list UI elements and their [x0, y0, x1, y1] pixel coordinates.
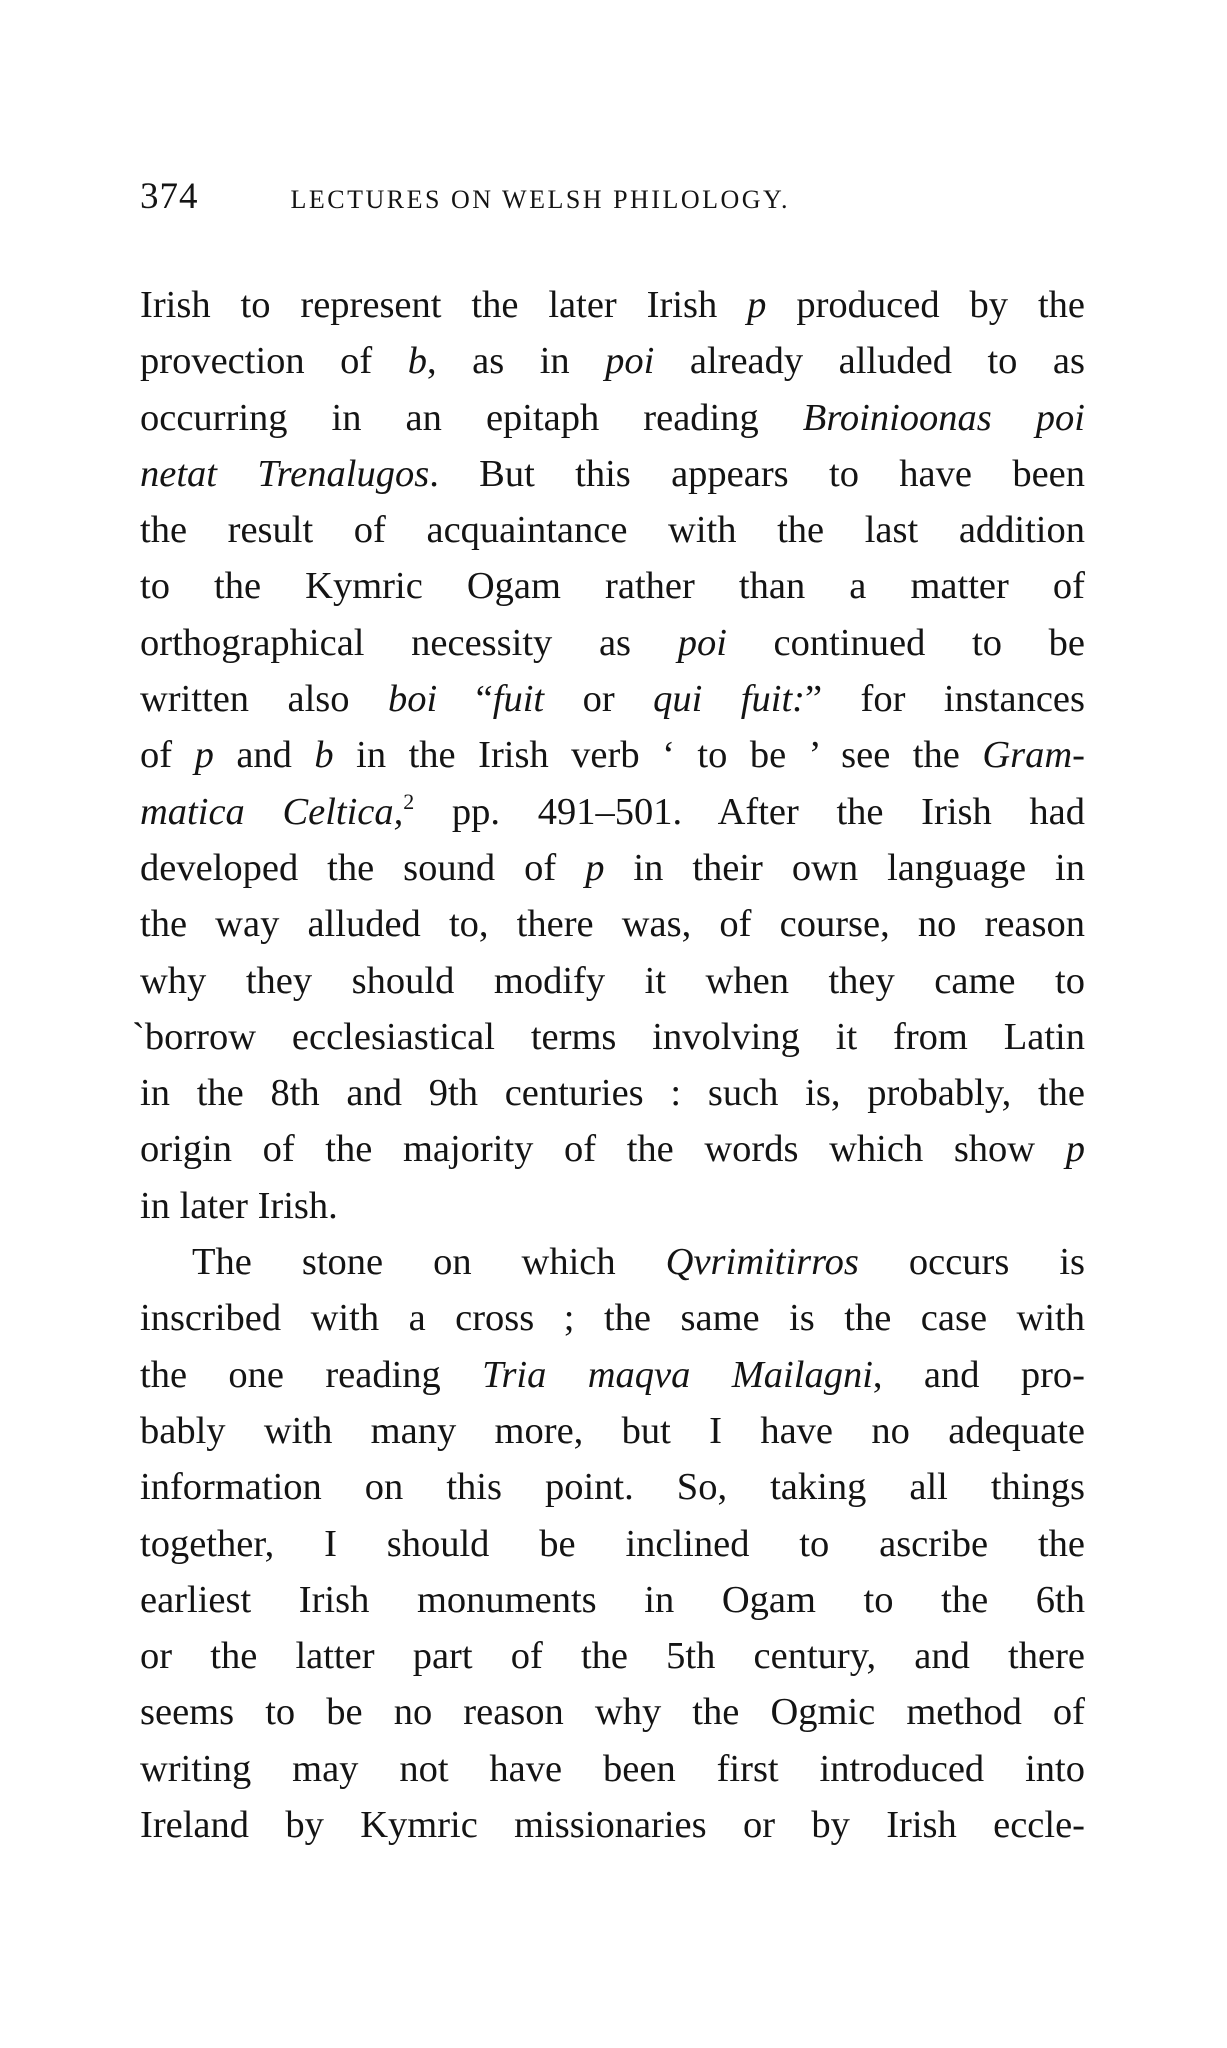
- page-header: [140, 175, 1085, 235]
- footnote-marker: 2: [403, 788, 415, 814]
- body-text: [132, 277, 1086, 1853]
- text-line: of p and b in the Irish verb ‘ to be ’ see the Gram-: [140, 734, 1085, 777]
- text-line: `borrow ecclesiastical terms involving it from Latin: [132, 1015, 1085, 1058]
- text-line: information on this point. So, taking all things: [140, 1466, 1085, 1509]
- text-line: to the Kymric Ogam rather than a matter of: [140, 565, 1085, 608]
- text-line: The stone on which Qvrimitirros occurs is: [192, 1241, 1085, 1284]
- text-line: matica Celtica,$^2$ pp. 491–501. After the Irish had: [140, 788, 1085, 833]
- stray-mark: `: [132, 1015, 145, 1058]
- text-line: orthographical necessity as poi continued to be: [140, 621, 1085, 664]
- text-line: together, I should be inclined to ascribe the: [140, 1522, 1085, 1565]
- text-line: bably with many more, but I have no adequate: [140, 1409, 1085, 1452]
- text-line: netat Trenalugos. But this appears to have been: [140, 452, 1085, 495]
- text-line: inscribed with a cross ; the same is the case with: [140, 1297, 1085, 1340]
- text-line: Ireland by Kymric missionaries or by Irish eccle-: [140, 1804, 1085, 1847]
- text-line: origin of the majority of the words which show p: [140, 1128, 1085, 1171]
- text-line: developed the sound of p in their own language in: [140, 846, 1085, 889]
- book-page: [132, 175, 1086, 1853]
- text-line: in the 8th and 9th centuries : such is, probably, the: [140, 1072, 1085, 1115]
- text-line: Irish to represent the later Irish p produced by the: [140, 284, 1085, 326]
- page-number: 374: [140, 176, 199, 217]
- text-line: or the latter part of the 5th century, and there: [140, 1635, 1085, 1678]
- text-line: the one reading Tria maqva Mailagni, and pro-: [140, 1353, 1085, 1396]
- text-line: the way alluded to, there was, of course, no reason: [140, 903, 1085, 946]
- text-line: in later Irish.: [140, 1184, 338, 1227]
- text-line: provection of b, as in poi already alluded to as: [140, 340, 1085, 383]
- text-line: seems to be no reason why the Ogmic method of: [140, 1691, 1085, 1734]
- text-line: why they should modify it when they came to: [140, 959, 1085, 1002]
- running-head: LECTURES ON WELSH PHILOLOGY.: [290, 185, 790, 214]
- text-line: occurring in an epitaph reading Broinioonas poi: [140, 396, 1085, 439]
- text-line: earliest Irish monuments in Ogam to the 6th: [140, 1578, 1085, 1621]
- text-line: the result of acquaintance with the last addition: [140, 509, 1085, 552]
- text-line: writing may not have been first introduced into: [140, 1747, 1085, 1790]
- text-line: written also boi “fuit or qui fuit:” for instances: [140, 678, 1086, 721]
